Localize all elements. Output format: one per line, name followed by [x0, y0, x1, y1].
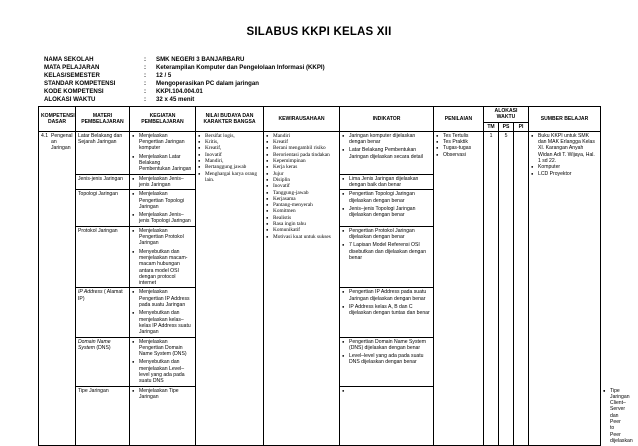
info-colon: :	[144, 88, 147, 96]
materi-italic: Domain Name System	[78, 338, 111, 351]
table-header-row	[39, 107, 601, 123]
info-value: SMK NEGERI 3 BANJARBARU	[156, 56, 245, 63]
list-item: ● 7 Lapisan Model Referensi OSI disebutkan dan dijelaskan dengan benar	[342, 242, 431, 261]
list-item: ● Buku KKPI untuk SMK dan MAK Erlangga Kelas XI. Karangan Anyah Widan Adi T. Wijaya, Hal. 1 sd 22.	[531, 133, 598, 164]
document-title: SILABUS KKPI KELAS XII	[246, 26, 392, 38]
kegiatan-cell	[130, 386, 196, 446]
info-colon: :	[144, 72, 147, 80]
info-row-code	[44, 88, 325, 96]
list-item: ● Latar Belakang Pembentukan Jaringan dijelaskan secara detail	[342, 147, 431, 160]
header-kd: KOMPETENSI DASAR	[39, 107, 76, 132]
list-item: ● Menyebutkan dan menjelaskan Level–level yang ada pada suatu DNS	[132, 359, 193, 384]
materi-italic: IP Address	[78, 289, 103, 296]
list-item: ● Menjelaskan Jenis–jenis Jaringan	[132, 176, 193, 189]
indikator-cell	[340, 131, 434, 174]
indikator-cell	[340, 174, 434, 190]
header-ps: PS	[499, 122, 514, 131]
list-item: ● Menjelaskan Latar Belakang Pembentukan Jaringan	[132, 154, 193, 173]
list-item: ● Menjelaskan Pengertian Domain Name System (DNS)	[132, 339, 193, 358]
list-item: ● Berorientasi pada tindakan	[266, 152, 337, 158]
info-row-subject	[44, 64, 325, 72]
nilai-cell	[196, 131, 264, 445]
indikator-cell	[340, 190, 434, 226]
info-value: Mengoperasikan PC dalam jaringan	[156, 80, 259, 88]
info-value: Keterampilan Komputer dan Pengelolaan Informasi (KKPI)	[156, 64, 325, 72]
kegiatan-cell	[130, 226, 196, 288]
list-item: ● Jenis–jenis Topologi Jaringan dijelaskan dengan benar	[342, 206, 431, 219]
list-item: ● Komitmen	[266, 208, 337, 214]
list-item: ● Menjelaskan Pengertian Topologi Jaringan	[132, 191, 193, 210]
syllabus-info	[44, 56, 325, 105]
list-item: ● Bertanggung jawab	[198, 164, 261, 170]
pi-cell	[514, 131, 529, 445]
list-item: ● Kritis,	[198, 139, 261, 145]
list-item: ● Tugas-tugas	[436, 145, 481, 151]
list-item: ● Tes Tertulis	[436, 133, 481, 139]
info-label: STANDAR KOMPETENSI	[44, 80, 116, 88]
list-item: ● Motivasi kuat untuk sukses	[266, 234, 337, 240]
info-value: 32 x 45 menit	[156, 96, 195, 104]
header-alokasi: ALOKASI WAKTU	[484, 107, 529, 123]
materi-cell: Latar Belakang dan Sejarah Jaringan	[76, 131, 130, 174]
list-item: ● Berani mengambil risiko	[266, 145, 337, 151]
nilai-cell	[340, 386, 434, 446]
kd-number: 4.1	[41, 132, 49, 139]
indikator-cell	[340, 288, 434, 337]
header-nilai: NILAI BUDAYA DAN KARAKTER BANGSA	[196, 107, 264, 132]
list-item: ● Tanggung-jawab	[266, 190, 337, 196]
info-row-school	[44, 56, 325, 64]
info-value: KKPI.104.004.01	[156, 88, 203, 96]
kegiatan-cell	[130, 288, 196, 337]
list-item: ● Menjelaskan Pengertian IP Address pada suatu Jaringan	[132, 289, 193, 308]
list-item: ● Lima Jenis Jaringan dijelaskan dengan baik dan benar	[342, 176, 431, 189]
header-kewirausahaan: KEWIRAUSAHAAN	[264, 107, 340, 132]
list-item: ● Pengertian IP Address pada suatu Jaringan dijelaskan dengan benar	[342, 289, 431, 302]
list-item: ● Rasa ingin tahu	[266, 221, 337, 227]
syllabus-table	[38, 106, 633, 446]
header-kegiatan: KEGIATAN PEMBELAJARAN	[130, 107, 196, 132]
header-indikator: INDIKATOR	[340, 107, 434, 132]
info-label: KELAS/SEMESTER	[44, 72, 100, 80]
materi-rest: ( Alamat IP)	[78, 289, 123, 302]
list-item: ● Tes Praktik	[436, 139, 481, 145]
list-item: ● Observasi	[436, 152, 481, 158]
list-item: ● Kreatif,	[198, 145, 261, 151]
list-item: ● Menjelaskan Pengertian Protokol Jaringan	[132, 228, 193, 247]
list-item: ● Mandiri,	[198, 158, 261, 164]
list-item: ● Menyebutkan dan menjelaskan kelas–kelas IP Address suatu Jaringan	[132, 310, 193, 335]
materi-cell: Protokol Jaringan	[76, 226, 130, 288]
materi-cell: Jenis-jenis Jaringan	[76, 174, 130, 190]
list-item: ● Kerja keras	[266, 164, 337, 170]
list-item: ● Komputer	[531, 164, 598, 170]
sumber-cell	[529, 131, 601, 445]
list-item: ● Jaringan komputer dijelaskan dengan benar	[342, 133, 431, 146]
list-item: ● LCD Proyektor	[531, 171, 598, 177]
materi-cell: Tipe Jaringan	[76, 386, 130, 446]
kegiatan-cell	[130, 131, 196, 174]
info-colon: :	[144, 80, 147, 88]
info-label: KODE KOMPETENSI	[44, 88, 104, 96]
list-item: ● Menyebutkan dan menjelaskan macam-macam hubungan antara model OSI dengan protocol internet	[132, 249, 193, 287]
list-item: ● Kepemimpinan	[266, 158, 337, 164]
header-sumber: SUMBER BELAJAR	[529, 107, 601, 132]
list-item: ● Menjelaskan Jenis–jenis Topologi Jaringan	[132, 212, 193, 225]
ps-cell: 5	[499, 131, 514, 445]
penilaian-cell	[434, 131, 484, 445]
materi-cell	[76, 337, 130, 386]
list-item: ● IP Address kelas A, B dan C dijelaskan dengan tuntas dan benar	[342, 304, 431, 317]
indikator-cell	[340, 226, 434, 288]
info-colon: :	[144, 64, 147, 72]
list-item: ● Jujur	[266, 171, 337, 177]
list-item: ● Mandiri	[266, 133, 337, 139]
indikator-cell	[340, 337, 434, 386]
kegiatan-cell	[130, 174, 196, 190]
kewirausahaan-cell	[264, 131, 340, 445]
list-item: ● Kreatif	[266, 139, 337, 145]
tm-cell: 1	[484, 131, 499, 445]
info-row-class	[44, 72, 325, 80]
info-row-competency	[44, 80, 325, 88]
header-tm: TM	[484, 122, 499, 131]
header-penilaian: PENILAIAN	[434, 107, 484, 132]
table-row	[39, 131, 601, 174]
list-item: ● Disiplin	[266, 177, 337, 183]
info-label: ALOKASI WAKTU	[44, 96, 96, 104]
info-colon: :	[144, 56, 147, 63]
list-item: ● Pengertian Domain Name System (DNS) dijelaskan dengan benar	[342, 339, 431, 352]
list-item: ● Tipe Jaringan Client–Server dan Peer to Peer dijelaskan	[603, 388, 610, 445]
header-pi: PI	[514, 122, 529, 131]
list-item: ● Menjelaskan Tipe Jaringan	[132, 388, 193, 401]
materi-rest: (DNS)	[94, 344, 111, 351]
info-value: 12 / 5	[156, 72, 172, 80]
list-item: ● Menghargai karya orang lain.	[198, 171, 261, 184]
list-item: ● Realistis	[266, 215, 337, 221]
list-item: ● Menjelaskan Pengertian Jaringan komputer	[132, 133, 193, 152]
list-item: ● Pengertian Topologi Jaringan dijelaskan dengan benar	[342, 191, 431, 204]
list-item: ● Inovatif	[198, 152, 261, 158]
list-item: ● Bersifat logis,	[198, 133, 261, 139]
list-item: ● Pengertian Protokol Jaringan dijelaskan dengan benar	[342, 228, 431, 241]
list-item: ● Inovatif	[266, 183, 337, 189]
kegiatan-cell	[130, 190, 196, 226]
list-item: ● Level–level yang ada pada suatu DNS dijelaskan dengan benar	[342, 353, 431, 366]
materi-cell: Topologi Jaringan	[76, 190, 130, 226]
list-item: ● Kerjasama	[266, 196, 337, 202]
materi-cell	[76, 288, 130, 337]
kd-text: Pengenal an Jaringan	[51, 132, 73, 152]
info-colon: :	[144, 96, 147, 104]
kd-cell	[39, 131, 76, 445]
list-item: ● Pantang-menyerah	[266, 202, 337, 208]
list-item: ● Komunikatif	[266, 227, 337, 233]
info-row-time	[44, 96, 325, 104]
info-label: NAMA SEKOLAH	[44, 56, 94, 63]
header-materi: MATERI PEMBELAJARAN	[76, 107, 130, 132]
info-label: MATA PELAJARAN	[44, 64, 100, 72]
kegiatan-cell	[130, 337, 196, 386]
